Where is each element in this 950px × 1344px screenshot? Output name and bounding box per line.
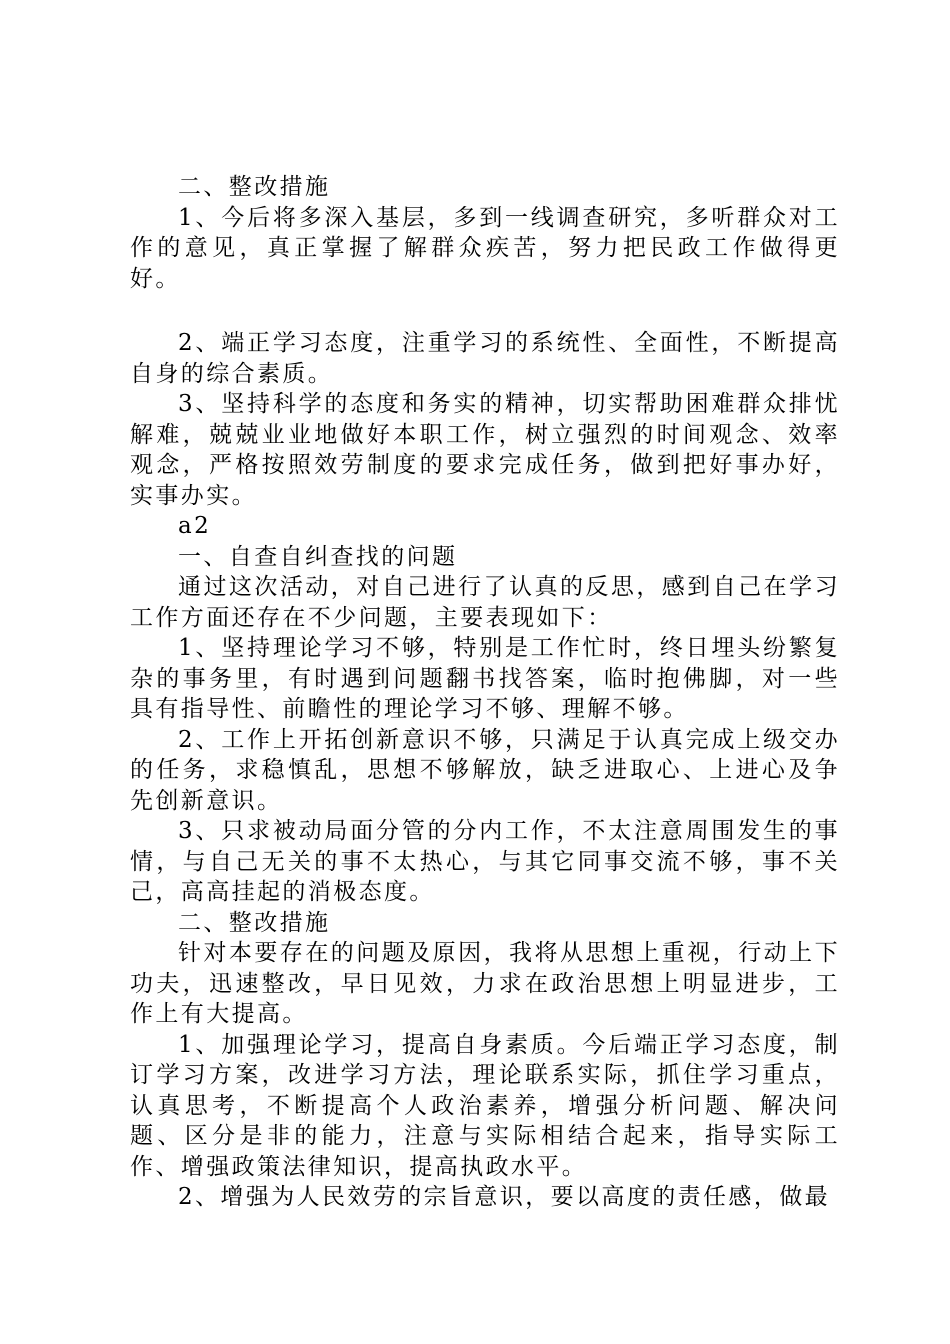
- paragraph-item-2: 2、端正学习态度，注重学习的系统性、全面性，不断提高自身的综合素质。: [130, 330, 840, 387]
- section-heading-rectification-2: 二、整改措施: [178, 909, 331, 936]
- paragraph-problem-3: 3、只求被动局面分管的分内工作，不太注意周围发生的事情，与自己无关的事不太热心，与其它同事交流不够，事不关己，高高挂起的消极态度。: [130, 818, 840, 905]
- paragraph-item-1: 1、今后将多深入基层，多到一线调查研究，多听群众对工作的意见，真正掌握了解群众疾苦，努力把民政工作做得更好。: [130, 204, 840, 292]
- paragraph-problem-1: 1、坚持理论学习不够，特别是工作忙时，终日埋头纷繁复杂的事务里，有时遇到问题翻书找答案，临时抱佛脚，对一些具有指导性、前瞻性的理论学习不够、理解不够。: [130, 635, 840, 722]
- section-heading-rectification: 二、整改措施: [178, 174, 331, 200]
- paragraph-intro: 通过这次活动，对自己进行了认真的反思，感到自己在学习工作方面还存在不少问题，主要表现如下：: [130, 574, 840, 631]
- paragraph-measure-1: 1、加强理论学习，提高自身素质。今后端正学习态度，制订学习方案，改进学习方法，理论联系实际，抓住学习重点，认真思考，不断提高个人政治素养，增强分析问题、解决问题、区分是非的能力，注意与实际相结合起来，指导实际工作、增强政策法律知识，提高执政水平。: [130, 1031, 840, 1180]
- blank-line: [130, 294, 840, 328]
- paragraph-rectification-intro: 针对本要存在的问题及原因，我将从思想上重视，行动上下功夫，迅速整改，早日见效，力求在政治思想上明显进步，工作上有大提高。: [130, 940, 840, 1027]
- paragraph-measure-2: 2、增强为人民效劳的宗旨意识，要以高度的责任感，做最: [178, 1184, 831, 1210]
- paragraph-problem-2: 2、工作上开拓创新意识不够，只满足于认真完成上级交办的任务，求稳慎乱，思想不够解放，缺乏进取心、上进心及争先创新意识。: [130, 726, 840, 814]
- section-heading-problems: 一、自查自纠查找的问题: [178, 543, 458, 570]
- section-marker-a2: a2: [178, 513, 212, 539]
- document-body: [130, 172, 840, 1213]
- paragraph-item-3: 3、坚持科学的态度和务实的精神，切实帮助困难群众排忧解难，兢兢业业地做好本职工作，树立强烈的时间观念、效率观念，严格按照效劳制度的要求完成任务，做到把好事办好，实事办实。: [130, 391, 840, 509]
